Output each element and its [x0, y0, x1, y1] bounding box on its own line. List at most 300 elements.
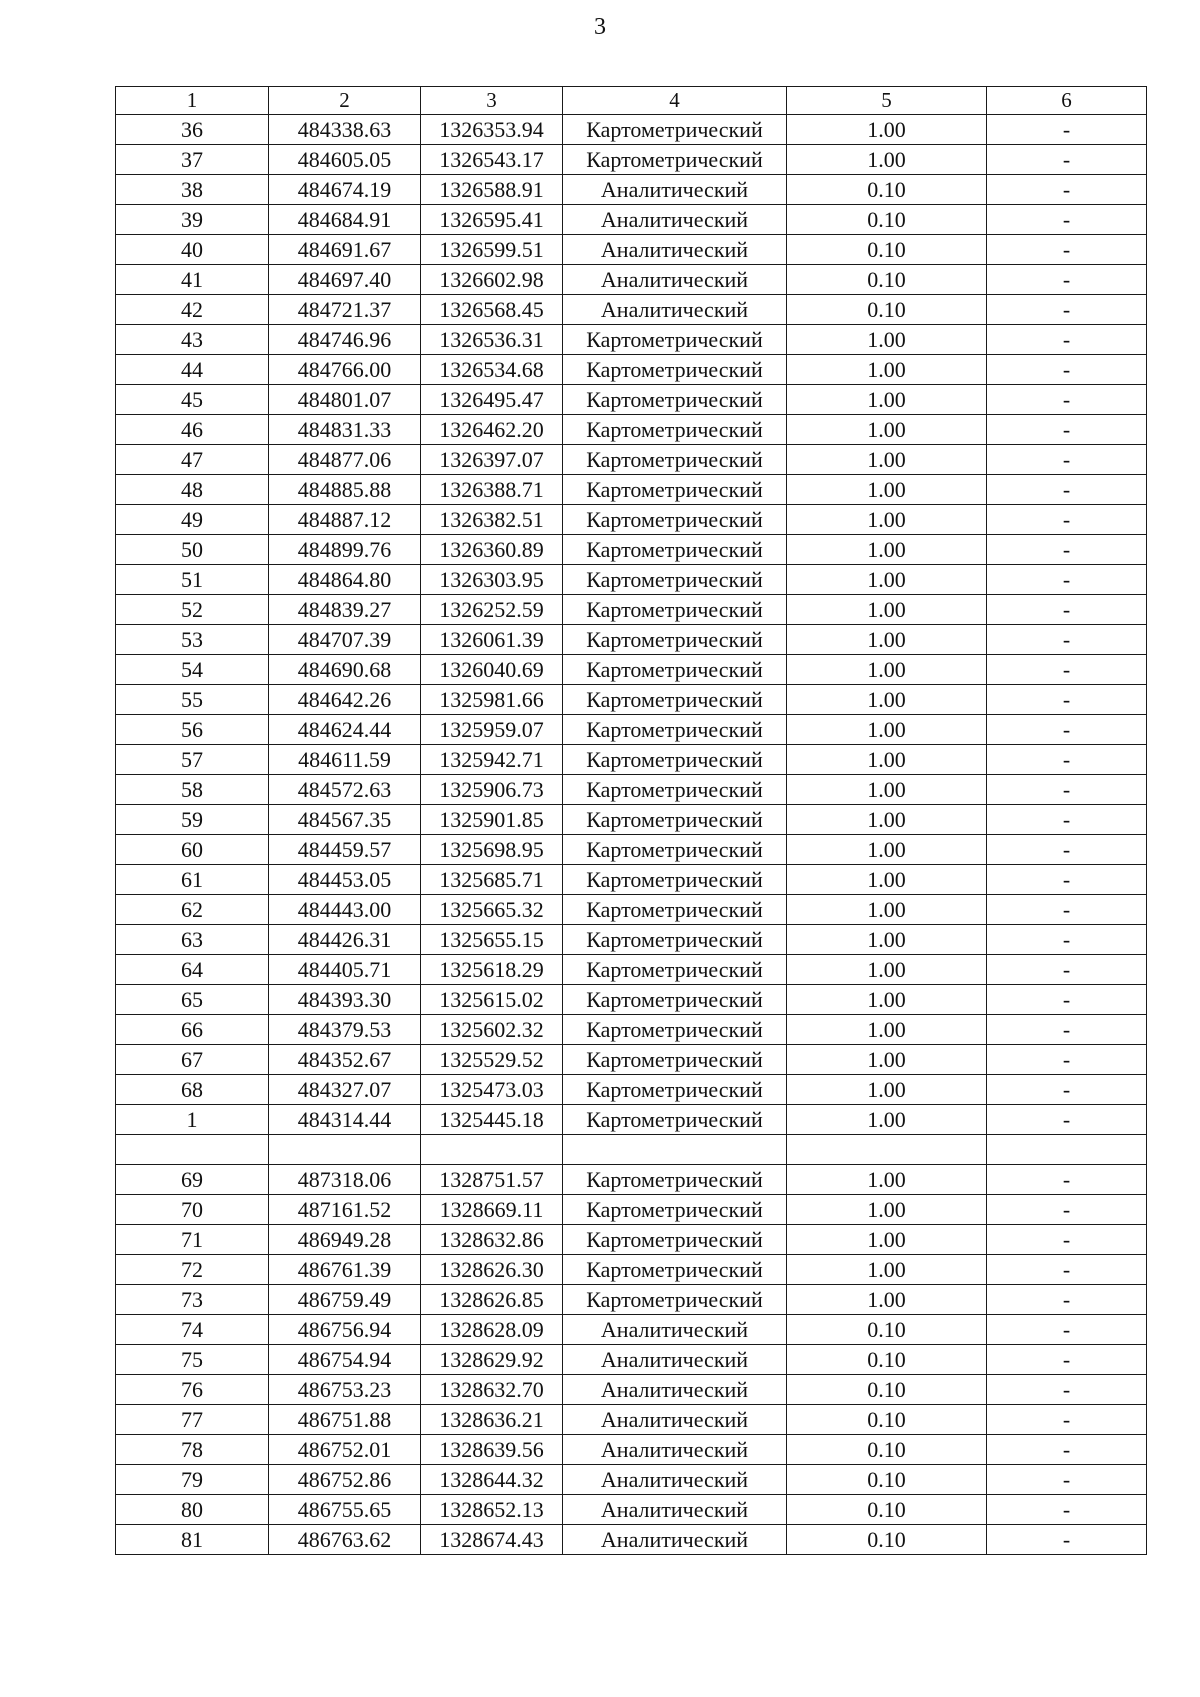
accuracy-cell: 0.10: [787, 235, 987, 265]
point-number-cell: 57: [116, 745, 269, 775]
y-coordinate-cell: 1326061.39: [421, 625, 563, 655]
method-cell: Картометрический: [563, 1195, 787, 1225]
method-cell: Картометрический: [563, 715, 787, 745]
note-cell: -: [987, 1255, 1147, 1285]
point-number-cell: 1: [116, 1105, 269, 1135]
point-number-cell: 70: [116, 1195, 269, 1225]
y-coordinate-cell: 1326303.95: [421, 565, 563, 595]
point-number-cell: 47: [116, 445, 269, 475]
y-coordinate-cell: 1325981.66: [421, 685, 563, 715]
method-cell: Картометрический: [563, 355, 787, 385]
method-cell: Картометрический: [563, 385, 787, 415]
x-coordinate-cell: 484572.63: [269, 775, 421, 805]
table-row: [116, 925, 1147, 955]
note-cell: -: [987, 1525, 1147, 1555]
method-cell: Картометрический: [563, 1075, 787, 1105]
point-number-cell: 67: [116, 1045, 269, 1075]
x-coordinate-cell: 487318.06: [269, 1165, 421, 1195]
table-row: [116, 355, 1147, 385]
x-coordinate-cell: 484746.96: [269, 325, 421, 355]
method-cell: Картометрический: [563, 955, 787, 985]
y-coordinate-cell: 1328652.13: [421, 1495, 563, 1525]
table-row: [116, 265, 1147, 295]
accuracy-cell: 0.10: [787, 1375, 987, 1405]
y-coordinate-cell: [421, 1135, 563, 1165]
point-number-cell: 40: [116, 235, 269, 265]
point-number-cell: 68: [116, 1075, 269, 1105]
note-cell: -: [987, 1405, 1147, 1435]
accuracy-cell: 1.00: [787, 565, 987, 595]
point-number-cell: 77: [116, 1405, 269, 1435]
table-row: [116, 1225, 1147, 1255]
x-coordinate-cell: 484674.19: [269, 175, 421, 205]
x-coordinate-cell: 484887.12: [269, 505, 421, 535]
point-number-cell: 46: [116, 415, 269, 445]
table-row: [116, 1045, 1147, 1075]
y-coordinate-cell: 1326599.51: [421, 235, 563, 265]
table-row: [116, 625, 1147, 655]
y-coordinate-cell: 1326382.51: [421, 505, 563, 535]
note-cell: -: [987, 385, 1147, 415]
point-number-cell: 71: [116, 1225, 269, 1255]
accuracy-cell: 1.00: [787, 775, 987, 805]
point-number-cell: 44: [116, 355, 269, 385]
x-coordinate-cell: 484766.00: [269, 355, 421, 385]
point-number-cell: 49: [116, 505, 269, 535]
point-number-cell: 79: [116, 1465, 269, 1495]
accuracy-cell: 1.00: [787, 925, 987, 955]
point-number-cell: 51: [116, 565, 269, 595]
x-coordinate-cell: 484801.07: [269, 385, 421, 415]
method-cell: Картометрический: [563, 445, 787, 475]
y-coordinate-cell: 1328629.92: [421, 1345, 563, 1375]
y-coordinate-cell: 1326543.17: [421, 145, 563, 175]
table-row: [116, 805, 1147, 835]
table-row: [116, 1495, 1147, 1525]
method-cell: Картометрический: [563, 145, 787, 175]
note-cell: -: [987, 925, 1147, 955]
method-cell: Картометрический: [563, 625, 787, 655]
table-row: [116, 295, 1147, 325]
table-row: [116, 145, 1147, 175]
table-header: [116, 87, 1147, 115]
note-cell: -: [987, 655, 1147, 685]
table-row: [116, 1075, 1147, 1105]
y-coordinate-cell: 1326595.41: [421, 205, 563, 235]
method-cell: Картометрический: [563, 535, 787, 565]
y-coordinate-cell: 1328628.09: [421, 1315, 563, 1345]
method-cell: Картометрический: [563, 775, 787, 805]
method-cell: Картометрический: [563, 1255, 787, 1285]
x-coordinate-cell: 484338.63: [269, 115, 421, 145]
y-coordinate-cell: 1325618.29: [421, 955, 563, 985]
point-number-cell: 73: [116, 1285, 269, 1315]
accuracy-cell: 0.10: [787, 295, 987, 325]
method-cell: Аналитический: [563, 1375, 787, 1405]
column-header-1: 1: [116, 87, 269, 115]
x-coordinate-cell: 486949.28: [269, 1225, 421, 1255]
method-cell: Аналитический: [563, 295, 787, 325]
accuracy-cell: 1.00: [787, 955, 987, 985]
accuracy-cell: 1.00: [787, 625, 987, 655]
point-number-cell: 54: [116, 655, 269, 685]
note-cell: -: [987, 595, 1147, 625]
note-cell: -: [987, 295, 1147, 325]
point-number-cell: 78: [116, 1435, 269, 1465]
point-number-cell: 38: [116, 175, 269, 205]
x-coordinate-cell: 484352.67: [269, 1045, 421, 1075]
x-coordinate-cell: 484405.71: [269, 955, 421, 985]
method-cell: Картометрический: [563, 925, 787, 955]
accuracy-cell: 1.00: [787, 1255, 987, 1285]
y-coordinate-cell: 1326353.94: [421, 115, 563, 145]
y-coordinate-cell: 1325529.52: [421, 1045, 563, 1075]
table-row: [116, 1195, 1147, 1225]
method-cell: Картометрический: [563, 1285, 787, 1315]
note-cell: -: [987, 1435, 1147, 1465]
x-coordinate-cell: 484684.91: [269, 205, 421, 235]
accuracy-cell: 1.00: [787, 325, 987, 355]
method-cell: Картометрический: [563, 895, 787, 925]
note-cell: -: [987, 715, 1147, 745]
table-row: [116, 1465, 1147, 1495]
y-coordinate-cell: 1326588.91: [421, 175, 563, 205]
table-row: [116, 865, 1147, 895]
point-number-cell: 64: [116, 955, 269, 985]
x-coordinate-cell: 486755.65: [269, 1495, 421, 1525]
y-coordinate-cell: 1326388.71: [421, 475, 563, 505]
y-coordinate-cell: 1326040.69: [421, 655, 563, 685]
table-row: [116, 175, 1147, 205]
point-number-cell: 43: [116, 325, 269, 355]
method-cell: Картометрический: [563, 745, 787, 775]
method-cell: [563, 1135, 787, 1165]
note-cell: -: [987, 1495, 1147, 1525]
page-number: 3: [594, 14, 606, 40]
x-coordinate-cell: 484707.39: [269, 625, 421, 655]
point-number-cell: 45: [116, 385, 269, 415]
note-cell: -: [987, 235, 1147, 265]
x-coordinate-cell: 484611.59: [269, 745, 421, 775]
method-cell: Картометрический: [563, 655, 787, 685]
accuracy-cell: 1.00: [787, 835, 987, 865]
method-cell: Аналитический: [563, 1345, 787, 1375]
note-cell: -: [987, 1105, 1147, 1135]
method-cell: Картометрический: [563, 1045, 787, 1075]
table-row: [116, 775, 1147, 805]
accuracy-cell: 1.00: [787, 655, 987, 685]
coordinates-table: [115, 86, 1147, 1555]
point-number-cell: 53: [116, 625, 269, 655]
point-number-cell: 65: [116, 985, 269, 1015]
accuracy-cell: 1.00: [787, 685, 987, 715]
table-row: [116, 1165, 1147, 1195]
table-row: [116, 1525, 1147, 1555]
accuracy-cell: 1.00: [787, 1285, 987, 1315]
x-coordinate-cell: 484864.80: [269, 565, 421, 595]
accuracy-cell: 1.00: [787, 1045, 987, 1075]
method-cell: Картометрический: [563, 865, 787, 895]
accuracy-cell: 1.00: [787, 1015, 987, 1045]
table-row: [116, 535, 1147, 565]
point-number-cell: 66: [116, 1015, 269, 1045]
table-row: [116, 325, 1147, 355]
x-coordinate-cell: 486756.94: [269, 1315, 421, 1345]
point-number-cell: 76: [116, 1375, 269, 1405]
accuracy-cell: 1.00: [787, 595, 987, 625]
table-row: [116, 415, 1147, 445]
note-cell: -: [987, 505, 1147, 535]
point-number-cell: 37: [116, 145, 269, 175]
x-coordinate-cell: 484885.88: [269, 475, 421, 505]
y-coordinate-cell: 1325445.18: [421, 1105, 563, 1135]
method-cell: Картометрический: [563, 505, 787, 535]
column-header-4: 4: [563, 87, 787, 115]
accuracy-cell: 0.10: [787, 1435, 987, 1465]
x-coordinate-cell: 484379.53: [269, 1015, 421, 1045]
method-cell: Картометрический: [563, 685, 787, 715]
y-coordinate-cell: 1326252.59: [421, 595, 563, 625]
y-coordinate-cell: 1326462.20: [421, 415, 563, 445]
accuracy-cell: 0.10: [787, 1465, 987, 1495]
method-cell: Картометрический: [563, 595, 787, 625]
column-header-5: 5: [787, 87, 987, 115]
y-coordinate-cell: 1326602.98: [421, 265, 563, 295]
y-coordinate-cell: 1326534.68: [421, 355, 563, 385]
y-coordinate-cell: 1325901.85: [421, 805, 563, 835]
y-coordinate-cell: 1325473.03: [421, 1075, 563, 1105]
column-header-2: 2: [269, 87, 421, 115]
note-cell: -: [987, 625, 1147, 655]
y-coordinate-cell: 1325665.32: [421, 895, 563, 925]
note-cell: -: [987, 805, 1147, 835]
y-coordinate-cell: 1328632.86: [421, 1225, 563, 1255]
y-coordinate-cell: 1326360.89: [421, 535, 563, 565]
x-coordinate-cell: 486752.01: [269, 1435, 421, 1465]
x-coordinate-cell: 486751.88: [269, 1405, 421, 1435]
accuracy-cell: 0.10: [787, 1315, 987, 1345]
method-cell: Аналитический: [563, 1315, 787, 1345]
method-cell: Картометрический: [563, 1225, 787, 1255]
note-cell: -: [987, 445, 1147, 475]
table-row: [116, 385, 1147, 415]
table-row: [116, 955, 1147, 985]
x-coordinate-cell: 484624.44: [269, 715, 421, 745]
accuracy-cell: 1.00: [787, 115, 987, 145]
y-coordinate-cell: 1328626.85: [421, 1285, 563, 1315]
table-row: [116, 1285, 1147, 1315]
point-number-cell: 55: [116, 685, 269, 715]
x-coordinate-cell: 484721.37: [269, 295, 421, 325]
note-cell: -: [987, 1225, 1147, 1255]
note-cell: -: [987, 265, 1147, 295]
x-coordinate-cell: 486752.86: [269, 1465, 421, 1495]
table-row: [116, 895, 1147, 925]
method-cell: Картометрический: [563, 1165, 787, 1195]
accuracy-cell: 0.10: [787, 1345, 987, 1375]
table-row: [116, 685, 1147, 715]
x-coordinate-cell: 484443.00: [269, 895, 421, 925]
note-cell: -: [987, 355, 1147, 385]
note-cell: -: [987, 775, 1147, 805]
x-coordinate-cell: 484691.67: [269, 235, 421, 265]
note-cell: -: [987, 1315, 1147, 1345]
table-row: [116, 1135, 1147, 1165]
x-coordinate-cell: 484839.27: [269, 595, 421, 625]
accuracy-cell: 0.10: [787, 1405, 987, 1435]
accuracy-cell: 1.00: [787, 445, 987, 475]
y-coordinate-cell: 1325906.73: [421, 775, 563, 805]
method-cell: Аналитический: [563, 205, 787, 235]
note-cell: -: [987, 895, 1147, 925]
method-cell: Картометрический: [563, 475, 787, 505]
point-number-cell: 69: [116, 1165, 269, 1195]
point-number-cell: 62: [116, 895, 269, 925]
point-number-cell: 81: [116, 1525, 269, 1555]
x-coordinate-cell: 486754.94: [269, 1345, 421, 1375]
note-cell: -: [987, 1195, 1147, 1225]
note-cell: -: [987, 1375, 1147, 1405]
y-coordinate-cell: 1325959.07: [421, 715, 563, 745]
point-number-cell: 60: [116, 835, 269, 865]
x-coordinate-cell: 484642.26: [269, 685, 421, 715]
y-coordinate-cell: 1326495.47: [421, 385, 563, 415]
note-cell: -: [987, 745, 1147, 775]
x-coordinate-cell: 484393.30: [269, 985, 421, 1015]
y-coordinate-cell: 1328626.30: [421, 1255, 563, 1285]
note-cell: -: [987, 325, 1147, 355]
table-row: [116, 1375, 1147, 1405]
table-row: [116, 715, 1147, 745]
note-cell: [987, 1135, 1147, 1165]
x-coordinate-cell: 484314.44: [269, 1105, 421, 1135]
method-cell: Картометрический: [563, 325, 787, 355]
table-row: [116, 985, 1147, 1015]
point-number-cell: 63: [116, 925, 269, 955]
x-coordinate-cell: 486753.23: [269, 1375, 421, 1405]
note-cell: -: [987, 685, 1147, 715]
table-row: [116, 115, 1147, 145]
point-number-cell: 59: [116, 805, 269, 835]
x-coordinate-cell: [269, 1135, 421, 1165]
point-number-cell: 74: [116, 1315, 269, 1345]
y-coordinate-cell: 1326397.07: [421, 445, 563, 475]
note-cell: -: [987, 115, 1147, 145]
x-coordinate-cell: 486761.39: [269, 1255, 421, 1285]
x-coordinate-cell: 484877.06: [269, 445, 421, 475]
y-coordinate-cell: 1325698.95: [421, 835, 563, 865]
point-number-cell: 42: [116, 295, 269, 325]
note-cell: -: [987, 565, 1147, 595]
y-coordinate-cell: 1328751.57: [421, 1165, 563, 1195]
x-coordinate-cell: 484327.07: [269, 1075, 421, 1105]
method-cell: Картометрический: [563, 565, 787, 595]
y-coordinate-cell: 1328636.21: [421, 1405, 563, 1435]
note-cell: -: [987, 415, 1147, 445]
table-row: [116, 505, 1147, 535]
accuracy-cell: 1.00: [787, 745, 987, 775]
method-cell: Картометрический: [563, 985, 787, 1015]
note-cell: -: [987, 835, 1147, 865]
note-cell: -: [987, 985, 1147, 1015]
accuracy-cell: 1.00: [787, 355, 987, 385]
note-cell: -: [987, 175, 1147, 205]
x-coordinate-cell: 484459.57: [269, 835, 421, 865]
table-row: [116, 1255, 1147, 1285]
note-cell: -: [987, 475, 1147, 505]
method-cell: Картометрический: [563, 115, 787, 145]
table-row: [116, 445, 1147, 475]
table-row: [116, 1315, 1147, 1345]
x-coordinate-cell: 486763.62: [269, 1525, 421, 1555]
note-cell: -: [987, 1045, 1147, 1075]
point-number-cell: 56: [116, 715, 269, 745]
x-coordinate-cell: 484690.68: [269, 655, 421, 685]
table-row: [116, 745, 1147, 775]
accuracy-cell: 1.00: [787, 1165, 987, 1195]
point-number-cell: 48: [116, 475, 269, 505]
y-coordinate-cell: 1328632.70: [421, 1375, 563, 1405]
note-cell: -: [987, 865, 1147, 895]
point-number-cell: 75: [116, 1345, 269, 1375]
point-number-cell: [116, 1135, 269, 1165]
accuracy-cell: 1.00: [787, 535, 987, 565]
point-number-cell: 41: [116, 265, 269, 295]
accuracy-cell: 1.00: [787, 1195, 987, 1225]
method-cell: Картометрический: [563, 1105, 787, 1135]
point-number-cell: 36: [116, 115, 269, 145]
accuracy-cell: 1.00: [787, 895, 987, 925]
accuracy-cell: 0.10: [787, 265, 987, 295]
accuracy-cell: 1.00: [787, 505, 987, 535]
method-cell: Аналитический: [563, 235, 787, 265]
x-coordinate-cell: 484567.35: [269, 805, 421, 835]
table-body: [116, 115, 1147, 1555]
x-coordinate-cell: 484697.40: [269, 265, 421, 295]
x-coordinate-cell: 484453.05: [269, 865, 421, 895]
note-cell: -: [987, 1285, 1147, 1315]
note-cell: -: [987, 1465, 1147, 1495]
accuracy-cell: 0.10: [787, 1525, 987, 1555]
note-cell: -: [987, 535, 1147, 565]
method-cell: Аналитический: [563, 175, 787, 205]
accuracy-cell: 0.10: [787, 1495, 987, 1525]
accuracy-cell: 1.00: [787, 385, 987, 415]
method-cell: Картометрический: [563, 805, 787, 835]
method-cell: Картометрический: [563, 415, 787, 445]
table-row: [116, 1105, 1147, 1135]
accuracy-cell: 0.10: [787, 175, 987, 205]
table-row: [116, 595, 1147, 625]
table-row: [116, 1435, 1147, 1465]
x-coordinate-cell: 484899.76: [269, 535, 421, 565]
y-coordinate-cell: 1325655.15: [421, 925, 563, 955]
note-cell: -: [987, 955, 1147, 985]
point-number-cell: 80: [116, 1495, 269, 1525]
point-number-cell: 72: [116, 1255, 269, 1285]
table-row: [116, 565, 1147, 595]
point-number-cell: 61: [116, 865, 269, 895]
method-cell: Картометрический: [563, 1015, 787, 1045]
accuracy-cell: 1.00: [787, 805, 987, 835]
note-cell: -: [987, 205, 1147, 235]
method-cell: Аналитический: [563, 1405, 787, 1435]
accuracy-cell: 0.10: [787, 205, 987, 235]
y-coordinate-cell: 1326568.45: [421, 295, 563, 325]
accuracy-cell: 1.00: [787, 1075, 987, 1105]
x-coordinate-cell: 486759.49: [269, 1285, 421, 1315]
accuracy-cell: 1.00: [787, 715, 987, 745]
